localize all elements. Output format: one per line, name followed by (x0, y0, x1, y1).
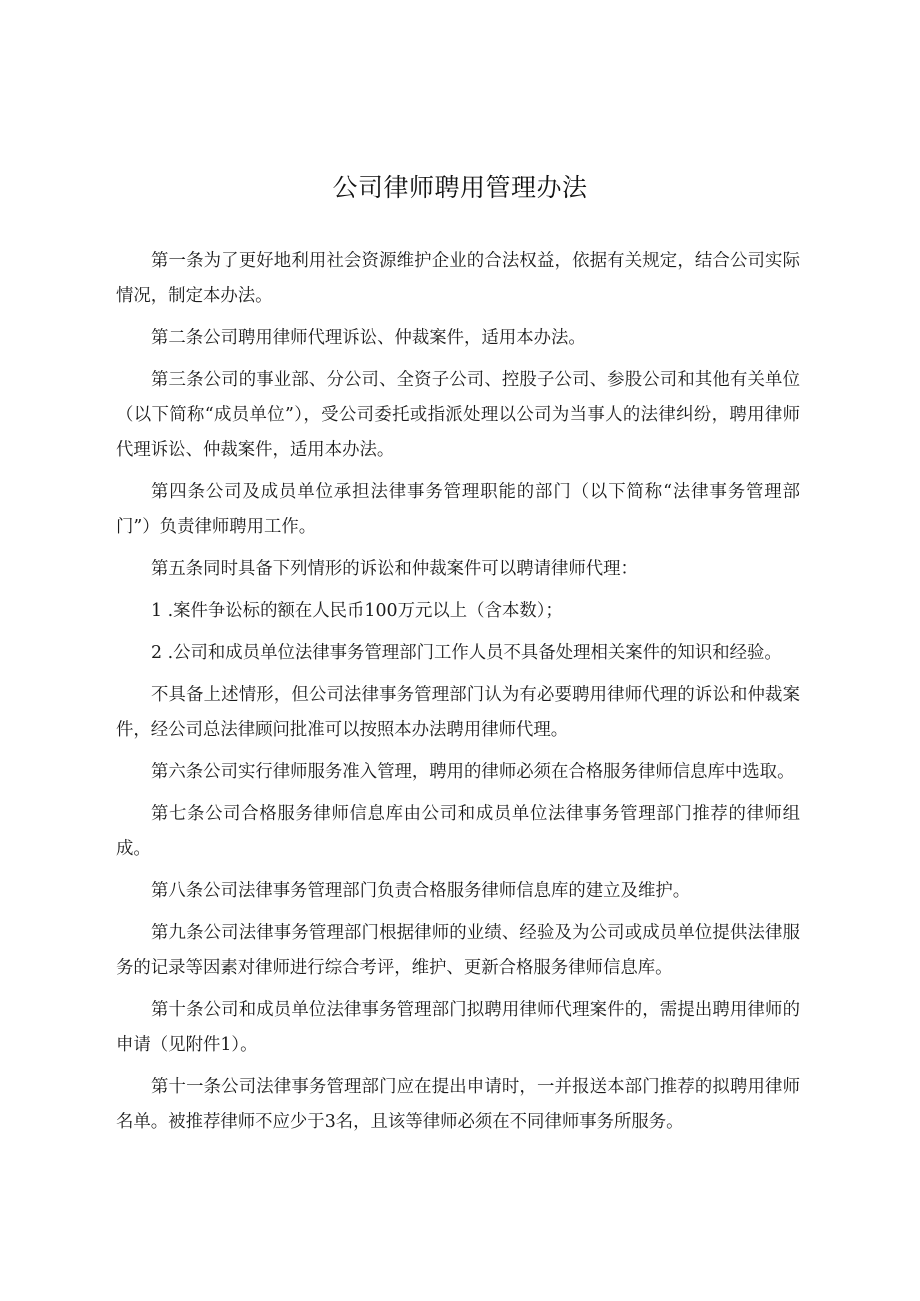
document-title: 公司律师聘用管理办法 (332, 173, 588, 202)
article-6: 第六条公司实行律师服务准入管理，聘用的律师必须在合格服务律师信息库中选取。 (151, 762, 795, 782)
article-5-item-2: 2 .公司和成员单位法律事务管理部门工作人员不具备处理相关案件的知识和经验。 (151, 643, 782, 663)
document-body (116, 244, 800, 1147)
article-9: 第九条公司法律事务管理部门根据律师的业绩、经验及为公司或成员单位提供法律服务的记录等因素对律师进行综合考评，维护、更新合格服务律师信息库。 (116, 923, 800, 978)
article-3: 第三条公司的事业部、分公司、全资子公司、控股子公司、参股公司和其他有关单位（以下简称“成员单位”），受公司委托或指派处理以公司为当事人的法律纠纷，聘用律师代理诉讼、仲裁案件，适用本办法。 (116, 370, 800, 460)
article-2: 第二条公司聘用律师代理诉讼、仲裁案件，适用本办法。 (151, 328, 586, 348)
article-11: 第十一条公司法律事务管理部门应在提出申请时，一并报送本部门推荐的拟聘用律师名单。被推荐律师不应少于3名，且该等律师必须在不同律师事务所服务。 (116, 1077, 800, 1132)
article-8: 第八条公司法律事务管理部门负责合格服务律师信息库的建立及维护。 (151, 881, 691, 901)
article-5-item-1: 1 .案件争讼标的额在人民币100万元以上（含本数）； (151, 601, 563, 621)
article-5-exception: 不具备上述情形，但公司法律事务管理部门认为有必要聘用律师代理的诉讼和仲裁案件，经公司总法律顾问批准可以按照本办法聘用律师代理。 (116, 685, 800, 740)
article-7: 第七条公司合格服务律师信息库由公司和成员单位法律事务管理部门推荐的律师组成。 (116, 804, 800, 859)
article-5: 第五条同时具备下列情形的诉讼和仲裁案件可以聘请律师代理： (151, 559, 638, 579)
article-4: 第四条公司及成员单位承担法律事务管理职能的部门（以下简称“法律事务管理部门”）负责律师聘用工作。 (116, 482, 800, 537)
article-1: 第一条为了更好地利用社会资源维护企业的合法权益，依据有关规定，结合公司实际情况，制定本办法。 (116, 251, 800, 306)
article-10: 第十条公司和成员单位法律事务管理部门拟聘用律师代理案件的，需提出聘用律师的申请（见附件1）。 (116, 1000, 800, 1055)
